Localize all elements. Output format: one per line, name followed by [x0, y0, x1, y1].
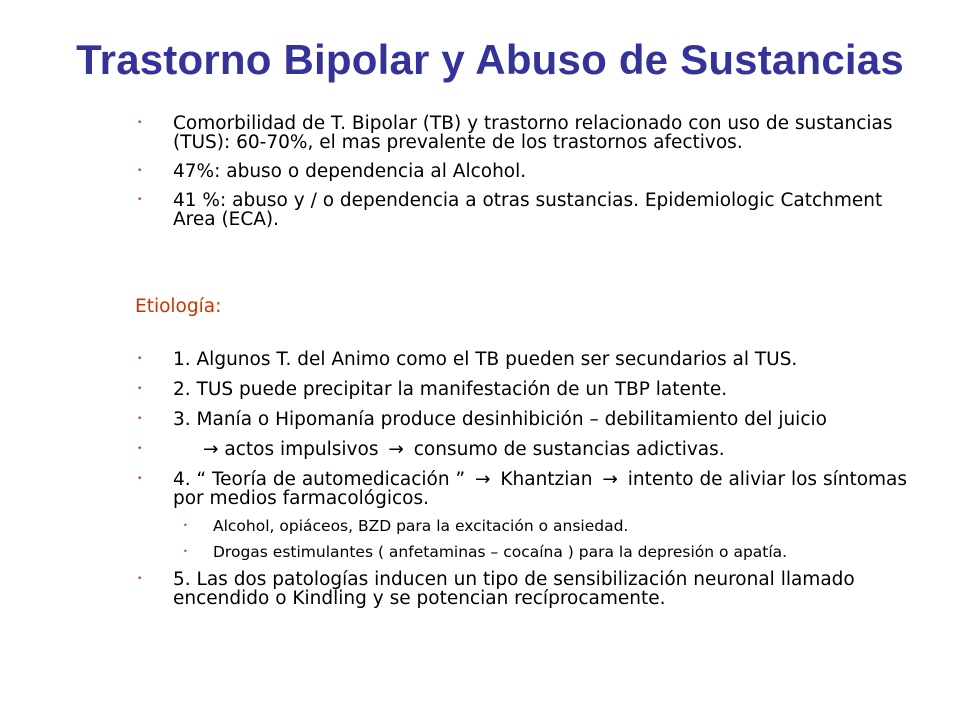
- arrow-right-icon: →: [388, 439, 404, 460]
- bullet-icon: •: [137, 444, 143, 454]
- list-item-text: 2. TUS puede precipitar la manifestación de un TBP latente.: [173, 379, 728, 400]
- list-item: [131, 410, 921, 429]
- bullet-icon: •: [183, 547, 188, 556]
- bullet-icon: •: [137, 474, 143, 484]
- list-item-text: Khantzian: [500, 469, 593, 490]
- slide-content: [131, 114, 921, 619]
- list-item-text: actos impulsivos: [224, 439, 379, 460]
- bullet-icon: •: [137, 354, 143, 364]
- list-item-text: consumo de sustancias adictivas.: [413, 439, 725, 460]
- list-item-text: 3. Manía o Hipomanía produce desinhibición – debilitamiento del juicio: [173, 409, 827, 430]
- etiology-list: [131, 350, 921, 608]
- arrow-right-icon: →: [203, 439, 219, 460]
- list-item: [131, 440, 921, 459]
- list-item: [131, 350, 921, 369]
- list-item: [131, 191, 921, 229]
- bullet-icon: •: [183, 521, 188, 530]
- bullet-icon: •: [137, 384, 143, 394]
- sub-list: [173, 518, 921, 561]
- bullet-icon: •: [137, 118, 143, 128]
- sub-list-item: [173, 544, 921, 561]
- intro-list: [131, 114, 921, 229]
- bullet-icon: •: [137, 195, 143, 205]
- list-item-text: 47%: abuso o dependencia al Alcohol.: [173, 161, 527, 182]
- list-item: [131, 470, 921, 561]
- arrow-right-icon: →: [602, 469, 618, 490]
- bullet-icon: •: [137, 166, 143, 176]
- list-item: [131, 570, 921, 608]
- list-item-text: 41 %: abuso y / o dependencia a otras sustancias. Epidemiologic Catchment Area (ECA).: [173, 190, 883, 230]
- list-item: [131, 114, 921, 152]
- list-item: [131, 162, 921, 181]
- list-item-text: 4. “ Teoría de automedicación ”: [173, 469, 466, 490]
- sub-list-item: [173, 518, 921, 535]
- bullet-icon: •: [137, 574, 143, 584]
- bullet-icon: •: [137, 414, 143, 424]
- slide-title: Trastorno Bipolar y Abuso de Sustancias: [76, 36, 904, 83]
- etiology-heading: Etiología:: [135, 296, 222, 317]
- list-item-text: Comorbilidad de T. Bipolar (TB) y trastorno relacionado con uso de sustancias (TUS): 60-70%, el mas prevalente de los trastornos afectivos.: [173, 113, 893, 153]
- list-item-text: intento de aliviar los síntomas por medios farmacológicos.: [173, 469, 908, 509]
- list-item-text: 5. Las dos patologías inducen un tipo de sensibilización neuronal llamado encendido o Kindling y se potencian recíprocamente.: [173, 569, 855, 609]
- list-item-text: 1. Algunos T. del Animo como el TB pueden ser secundarios al TUS.: [173, 349, 798, 370]
- arrow-right-icon: →: [474, 469, 491, 490]
- list-item-text: Drogas estimulantes ( anfetaminas – cocaína ) para la depresión o apatía.: [213, 543, 788, 561]
- list-item-text: Alcohol, opiáceos, BZD para la excitación o ansiedad.: [213, 517, 629, 535]
- list-item: [131, 380, 921, 399]
